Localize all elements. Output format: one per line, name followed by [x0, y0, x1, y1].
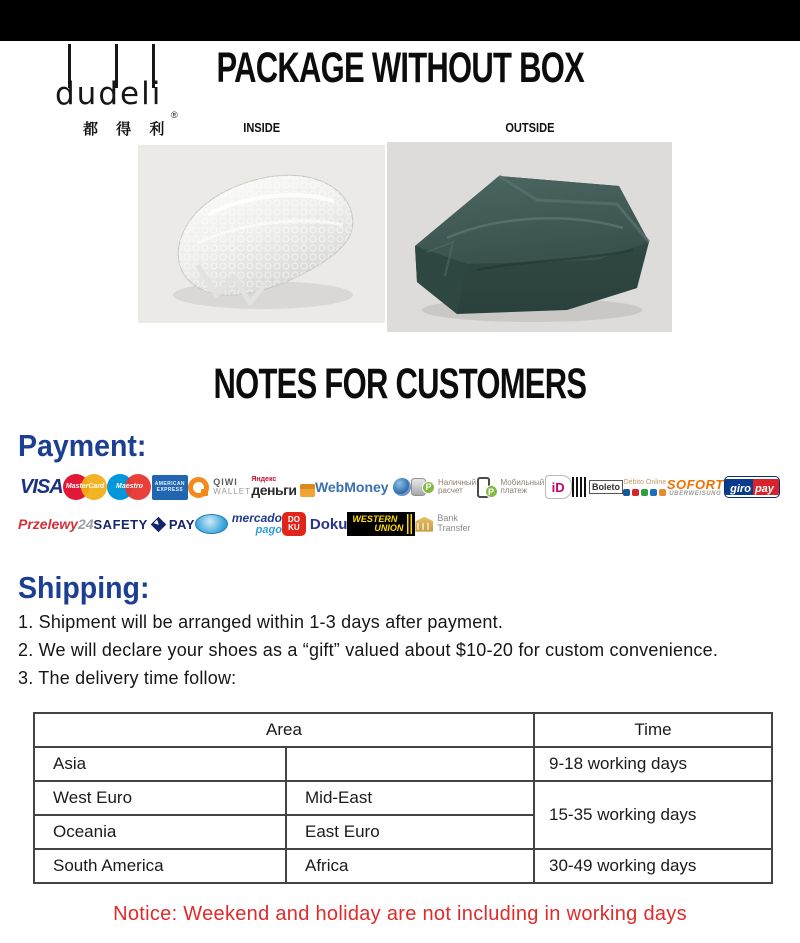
mini-card-green: [641, 489, 648, 496]
american-express-icon: AMERICAN EXPRESS: [152, 475, 188, 500]
qiwi-q-ring: [188, 477, 209, 498]
mini-card-lightblue: [650, 489, 657, 496]
debito-online-icon: Débito Online: [623, 479, 666, 496]
shipping-notes-list: [18, 612, 788, 696]
area-cell-mid-east: Mid-East: [286, 781, 534, 815]
registered-trademark-mark: ®: [171, 110, 178, 120]
area-cell-south-america: South America: [34, 849, 286, 883]
handshake-oval-icon: [195, 514, 228, 534]
doku-icon: DO KU Doku: [282, 512, 348, 536]
area-cell-oceania: Oceania: [34, 815, 286, 849]
wallet-icon: [300, 484, 315, 497]
notice-text: Notice: Weekend and holiday are not including in working days: [113, 903, 687, 925]
mercado-pago-icon: mercado pago: [195, 512, 282, 536]
qiwi-wallet-icon: QIWI WALLET: [188, 477, 251, 498]
table-row: [34, 849, 772, 883]
cash-payment-icon: P Наличный расчет: [411, 478, 476, 496]
inside-package-photo: [138, 145, 385, 323]
area-header: Area: [34, 713, 534, 747]
sofort-icon: SOFORT ÜBERWEISUNG: [666, 476, 724, 497]
payment-icons-row-1: [20, 474, 780, 500]
giropay-icon: giro pay: [724, 476, 780, 498]
brand-name: dudeli: [55, 76, 163, 112]
ideal-icon: iD: [545, 475, 572, 499]
safetypay-icon: SAFETY PAY: [93, 516, 195, 532]
globe-icon: [393, 478, 411, 496]
top-black-bar: [0, 0, 800, 41]
payment-icons-row-2: [18, 511, 471, 536]
mini-card-blue: [623, 489, 630, 496]
mini-card-orange: [659, 489, 666, 496]
delivery-time-table: [33, 712, 773, 884]
table-row: [34, 747, 772, 781]
payment-heading: Payment:: [18, 428, 147, 463]
shipping-note-2: 2. We will declare your shoes as a “gift” valued about $10-20 for custom convenience.: [18, 640, 719, 660]
doku-red-box: DO KU: [282, 512, 306, 536]
table-row: [34, 781, 772, 815]
visa-icon: VISA: [20, 475, 63, 498]
mastercard-icon: MasterCard: [63, 474, 107, 500]
package-title: PACKAGE WITHOUT BOX: [216, 44, 584, 92]
time-cell-euro: 15-35 working days: [534, 781, 772, 849]
table-header-row: [34, 713, 772, 747]
mini-card-logos: [623, 489, 666, 496]
green-coin-icon: P: [422, 481, 435, 494]
webmoney-icon: WebMoney: [315, 478, 411, 496]
boleto-icon: Boleto: [572, 477, 623, 497]
area-cell-west-euro: West Euro: [34, 781, 286, 815]
western-union-icon: WESTERN UNION: [347, 512, 415, 536]
yandex-money-icon: Яндекс деньги: [251, 476, 314, 498]
green-coin-icon: P: [485, 485, 498, 498]
maestro-icon: Maestro: [107, 474, 151, 500]
barcode-icon: [572, 477, 587, 497]
bubble-wrap-illustration: [138, 145, 385, 323]
przelewy24-icon: Przelewy 24: [18, 516, 94, 533]
bank-transfer-icon: Bank Transfer: [415, 514, 470, 534]
time-cell-south-america: 30-49 working days: [534, 849, 772, 883]
shipping-note-3: 3. The delivery time follow:: [18, 668, 237, 688]
brand-name-chinese: 都 得 利: [83, 121, 172, 138]
shipping-heading: Shipping:: [18, 570, 150, 605]
inside-label: INSIDE: [243, 120, 280, 135]
notes-title: NOTES FOR CUSTOMERS: [213, 360, 587, 408]
mobile-payment-icon: P Мобильный платеж: [477, 476, 545, 498]
area-cell-africa: Africa: [286, 849, 534, 883]
area-cell-asia: Asia: [34, 747, 286, 781]
shipping-note-1: 1. Shipment will be arranged within 1-3 days after payment.: [18, 612, 504, 632]
outside-package-photo: [387, 142, 672, 332]
western-union-bars: [407, 514, 413, 534]
time-cell-asia: 9-18 working days: [534, 747, 772, 781]
outside-label: OUTSIDE: [504, 120, 555, 135]
area-cell-east-euro: East Euro: [286, 815, 534, 849]
area-cell-empty: [286, 747, 534, 781]
mini-card-red: [632, 489, 639, 496]
diamond-icon: [151, 516, 167, 532]
plastic-bag-illustration: [387, 142, 672, 332]
time-header: Time: [534, 713, 772, 747]
bank-building-icon: [415, 517, 433, 532]
